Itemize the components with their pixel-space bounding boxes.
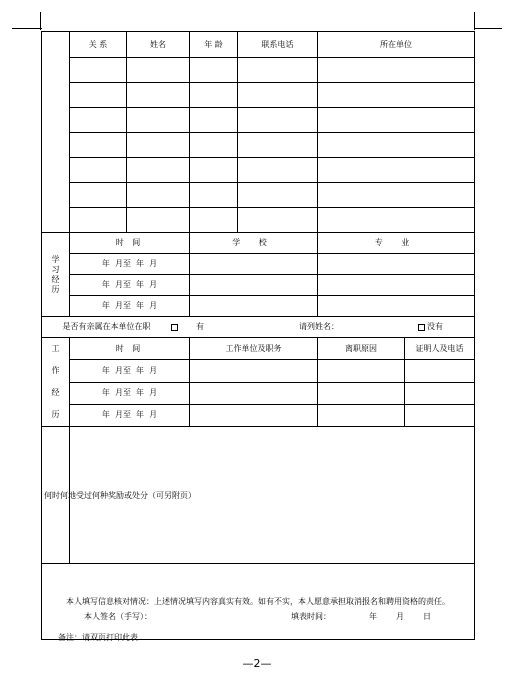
family-header-name: 姓名 [127, 32, 190, 58]
work-header-row [42, 338, 475, 360]
table-row [42, 108, 475, 133]
awards-side-label: 何时何地受过何种奖励或处分（可另附页） [42, 427, 70, 564]
work-date-cell[interactable]: 年 月至 年 月 [70, 404, 190, 426]
study-major-cell[interactable] [318, 254, 475, 275]
study-side-label: 学 习 经 历 [42, 233, 70, 317]
family-phone-cell[interactable] [238, 208, 318, 233]
work-header-referee: 证明人及电话 [405, 338, 475, 360]
crop-mark-right-v [474, 12, 475, 30]
family-employer-cell[interactable] [318, 58, 475, 83]
work-employer-cell[interactable] [190, 382, 318, 404]
declaration-cell [42, 564, 475, 640]
study-date-cell[interactable]: 年 月至 年 月 [70, 296, 190, 317]
work-header-employer: 工作单位及职务 [190, 338, 318, 360]
family-header-age: 年 龄 [190, 32, 238, 58]
fill-date-year: 年 [369, 612, 377, 621]
relatives-row [42, 317, 475, 338]
family-employer-cell[interactable] [318, 208, 475, 233]
family-employer-cell[interactable] [318, 133, 475, 158]
family-phone-cell[interactable] [238, 133, 318, 158]
family-phone-cell[interactable] [238, 58, 318, 83]
family-side-label [42, 32, 70, 233]
table-row [42, 133, 475, 158]
study-header-major: 专 业 [318, 233, 475, 254]
table-row [42, 382, 475, 404]
family-age-cell[interactable] [190, 83, 238, 108]
study-header-time: 时 间 [70, 233, 190, 254]
work-reason-cell[interactable] [318, 360, 405, 382]
family-name-cell[interactable] [127, 83, 190, 108]
work-header-time: 时 间 [70, 338, 190, 360]
relatives-question: 是否有亲属在本单位在职 [62, 322, 151, 331]
table-row [42, 404, 475, 426]
family-employer-cell[interactable] [318, 183, 475, 208]
family-relation-cell[interactable] [70, 158, 127, 183]
study-date-cell[interactable]: 年 月至 年 月 [70, 275, 190, 296]
family-relation-cell[interactable] [70, 83, 127, 108]
work-employer-cell[interactable] [190, 404, 318, 426]
work-referee-cell[interactable] [405, 404, 475, 426]
family-relation-cell[interactable] [70, 58, 127, 83]
table-row [42, 208, 475, 233]
family-header-row [42, 32, 475, 58]
table-row [42, 83, 475, 108]
table-row [42, 254, 475, 275]
family-age-cell[interactable] [190, 183, 238, 208]
table-row [42, 360, 475, 382]
family-age-cell[interactable] [190, 133, 238, 158]
relatives-no-label: 没有 [427, 322, 443, 331]
family-employer-cell[interactable] [318, 158, 475, 183]
table-row [42, 158, 475, 183]
study-header-row [42, 233, 475, 254]
work-employer-cell[interactable] [190, 360, 318, 382]
table-row [42, 183, 475, 208]
family-age-cell[interactable] [190, 158, 238, 183]
fill-date-label: 填表时间： [291, 612, 331, 621]
work-reason-cell[interactable] [318, 404, 405, 426]
family-name-cell[interactable] [127, 208, 190, 233]
family-relation-cell[interactable] [70, 183, 127, 208]
crop-mark-left-v [40, 12, 41, 30]
family-header-employer: 所在单位 [318, 32, 475, 58]
family-employer-cell[interactable] [318, 108, 475, 133]
family-name-cell[interactable] [127, 58, 190, 83]
family-relation-cell[interactable] [70, 133, 127, 158]
study-major-cell[interactable] [318, 296, 475, 317]
family-age-cell[interactable] [190, 108, 238, 133]
family-phone-cell[interactable] [238, 108, 318, 133]
study-date-cell[interactable]: 年 月至 年 月 [70, 254, 190, 275]
family-name-cell[interactable] [127, 133, 190, 158]
declaration-text: 本人填写信息核对情况：上述情况填写内容真实有效。如有不实，本人愿意承担取消报名和聘用资格的责任。 [66, 596, 450, 606]
family-name-cell[interactable] [127, 158, 190, 183]
family-phone-cell[interactable] [238, 158, 318, 183]
study-major-cell[interactable] [318, 275, 475, 296]
family-header-relation: 关 系 [70, 32, 127, 58]
family-name-cell[interactable] [127, 183, 190, 208]
family-name-cell[interactable] [127, 108, 190, 133]
study-school-cell[interactable] [190, 254, 318, 275]
family-phone-cell[interactable] [238, 183, 318, 208]
crop-mark-right-h [474, 28, 502, 29]
relatives-no-checkbox[interactable] [418, 324, 425, 331]
family-relation-cell[interactable] [70, 108, 127, 133]
family-relation-cell[interactable] [70, 208, 127, 233]
registration-form-table [41, 31, 475, 640]
study-header-school: 学 校 [190, 233, 318, 254]
relatives-yes-label: 有 [196, 322, 204, 331]
relatives-names-label: 请列姓名： [299, 322, 339, 331]
work-header-reason: 离职原因 [318, 338, 405, 360]
page-number: —2— [242, 657, 272, 670]
work-reason-cell[interactable] [318, 382, 405, 404]
family-phone-cell[interactable] [238, 83, 318, 108]
work-side-label: 工 作 经 历 [42, 338, 70, 427]
table-row [42, 296, 475, 317]
family-header-phone: 联系电话 [238, 32, 318, 58]
footer-note: 备注：请双页打印此表 [58, 633, 138, 642]
signature-label: 本人签名（手写）： [84, 612, 152, 621]
table-row [42, 58, 475, 83]
fill-date-month: 月 [396, 612, 404, 621]
declaration-row [42, 564, 475, 640]
relatives-cell [42, 317, 475, 338]
family-employer-cell[interactable] [318, 83, 475, 108]
table-row [42, 275, 475, 296]
crop-mark-left-h [12, 28, 42, 29]
work-date-cell[interactable]: 年 月至 年 月 [70, 382, 190, 404]
work-referee-cell[interactable] [405, 382, 475, 404]
family-age-cell[interactable] [190, 208, 238, 233]
awards-row [42, 427, 475, 564]
study-school-cell[interactable] [190, 296, 318, 317]
fill-date-day: 日 [423, 612, 431, 621]
relatives-yes-checkbox[interactable] [171, 324, 178, 331]
family-age-cell[interactable] [190, 58, 238, 83]
work-referee-cell[interactable] [405, 360, 475, 382]
study-school-cell[interactable] [190, 275, 318, 296]
work-date-cell[interactable]: 年 月至 年 月 [70, 360, 190, 382]
